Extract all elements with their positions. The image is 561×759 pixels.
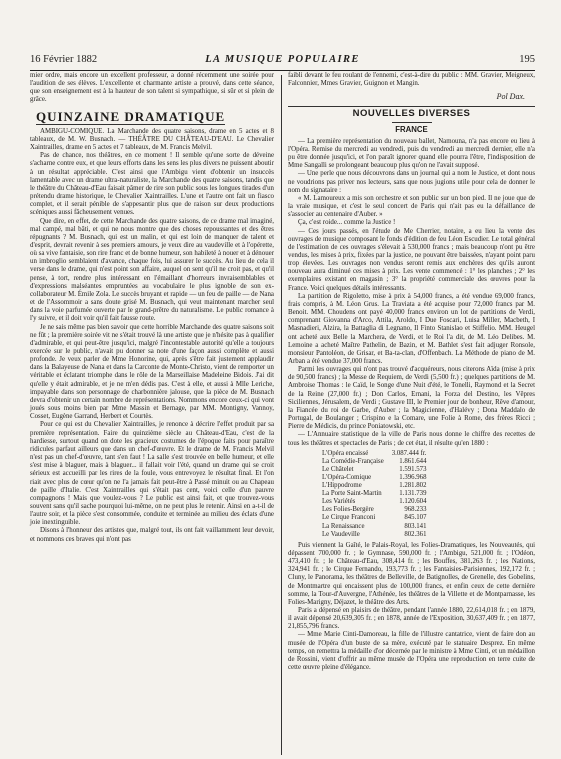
theatre-name: Les Folies-Bergère [322, 506, 374, 514]
news-paragraph: — L'Annuaire statistique de la ville de Paris nous donne le chiffre des recettes de tous les théâtres et spectacles de Paris ; de cet état, il résulte qu'en 1880 : [288, 431, 535, 447]
header-rule [30, 70, 535, 71]
article-paragraph: Je ne sais même pas bien savoir que cette horrible Marchande des quatre saisons soit ne fût ; la première soirée vit ne s'était trouvé là une artiste que je n'hésite pas à qualifier d'admirable, et qui peut-être jusqu'ici, malgré l'incontestable autorité qu'elle a toujours exercée sur le public, n'avait pu donner sa note d'une façon aussi complète et aussi profonde. Je veux parler de Mme Honorine, qui, après s'être fait justement applaudir dans la Balayeuse de Nana et dans la Carconte de Monte-Christo, vient de remporter un véritable et éclatant triomphe dans le rôle de la Marseillaise Madeleine Bidois. J'ai dit qu'elle y était admirable, et je ne m'en dédis pas. C'est à elle, et aussi à Mlle Leriche, impayable dans son personnage de charbonnière jalouse, que la pièce de M. Busnach devra d'obtenir un certain nombre de représentations. Nommons encore ceux-ci qui vont joués sous moins bien par Mme Massin et Bernage, par MM. Montigny, Vannoy, Cosset, Eugène Garrand, Herbert et Courtès. [30, 323, 274, 421]
theatre-name: Le Châtelet [322, 465, 354, 473]
receipt-amount: 3.087.444 fr. [391, 449, 427, 457]
news-paragraph: Parmi les ouvrages qui n'ont pas trouvé d'acquéreurs, nous citerons Aïda (mise à prix de 90,500 francs) ; la Messe de Requiem, de Verdi (5,500 fr.) ; quelques partitions de M. Ambroise Thomas : le Caïd, le Songe d'une Nuit d'été, le Tonelli, Raymond et la Secret de la Reine (27,000 fr.) ; Don Carlos, Ernani, la Forza del Destino, les Vêpres Siciliennes, Jérusalem, de Verdi ; Gustave III, le Premier jour de bonheur, Rêve d'amour, la Fiancée du roi de Garbe, d'Auber ; la Magicienne, d'Halévy ; Dona Maddalo de Portugal, de Boulanger ; Crispino e la Comare, une Folie à Rome, des frères Ricci ; Pierre de Médicis, du prince Poniatowski, etc. [288, 366, 535, 431]
article-paragraph: Que dire, en effet, de cette Marchande des quatre saisons, de ce drame mal imaginé, mal campé, mal bâti, et qui ne nous montre que des choses repoussantes et des êtres répugnants ? M. Busnach, qui est un malin, et qui est loin de manquer de talent et d'esprit, devrait revenir à ses premiers amours, je veux dire au vaudeville et à l'opérette, où sa vive fantaisie, son rire franc et de bonne humeur, son habileté à nouer et à dénouer un imbroglio semblaient d'avance, chaque fois, lui assurer le succès. Au lieu de cela il verse dans le drame, qui n'est point son affaire, auquel on sent qu'il ne croit pas, et qu'il pense, à tort, rendre plus intéressant en l'émaillant d'horreurs invraisemblables et d'expressions malséantes empruntées au vocabulaire le plus ignoble de son ex-collaborateur M. Émile Zola. Le succès bruyant et rapide — un feu de paille — de Nana et de l'Assommoir a sans doute grisé M. Busnach, qui veut maintenant marcher seul dans la voie parfumée ouverte par le grand-prêtre du naturalisme. Le public romance à l'y suivre, et il doit voir qu'il fait fausse route. [30, 217, 274, 323]
receipt-amount: 1.861.644 [399, 457, 427, 465]
title-rule [392, 122, 432, 123]
section-title-nouvelles: NOUVELLES DIVERSES [352, 108, 471, 120]
receipt-amount: 1.281.802 [399, 482, 427, 490]
receipt-row [322, 498, 426, 506]
receipt-row [322, 458, 426, 466]
article-paragraph: Pour ce qui est du Chevalier Xaintrailles, je renonce à décrire l'effet produit par sa première représentation. Faire du quinzième siècle au Château-d'Eau, c'est de la hardiesse, surtout quand on dote les gracieux costumes de l'époque faits pour paraître ridicules parfaut ailleurs que dans un chef-d'œuvre. Et le drame de M. Francis Melvil n'est pas un chef-d'œuvre, tant s'en faut ! La salle s'est trouvée en belle humeur, et elle s'est mise à blaguer, mais à blaguer... il fallait voir l'été, quand un drame qui se croit sérieux est accueilli par les rires de la foule, vous entrevoyez le résultat final. Et l'on riait avec plus de cœur qu'on ne l'a jamais fait peut-être à Passé minuit ou au Chapeau de paille d'Italie. C'est Xaintrailles qui s'était pas cent, voici celle d'un pauvre compagnons ! Mais que voulez-vous ? Le public est ainsi fait, et que trouvez-vous souvent sans qu'il sache pourquoi lui-même, on ne peut plus le retenir. Ainsi en a-t-il de l'autre soir, et la pièce s'est consommée, conduite et terminée au milieu des éclats d'une joie inextinguible. [30, 421, 274, 527]
theatre-name: La Comédie-Française [322, 457, 384, 465]
section-title-quinzaine: QUINZAINE DRAMATIQUE [36, 108, 226, 124]
theatre-name: La Renaissance [322, 522, 365, 530]
header-date: 16 Février 1882 [30, 54, 98, 65]
receipt-row [322, 474, 426, 482]
receipt-row [322, 490, 426, 498]
receipt-row [322, 531, 426, 539]
receipt-amount: 1.396.968 [399, 474, 427, 481]
receipts-table [322, 450, 426, 539]
receipt-amount: 1.131.739 [399, 490, 427, 498]
page-number: 195 [519, 54, 535, 65]
receipt-amount: 1.120.604 [399, 498, 427, 506]
news-quote: « M. Lamoureux a mis son orchestre et son public sur un bon pied. Il ne joue que de la vraie musique, et c'est le seul concert de Paris qui n'ait pas eu la défaillance de s'associer au centenaire d'Auber. » [288, 194, 535, 219]
receipt-amount: 803.141 [404, 522, 427, 530]
news-paragraph: Ça, c'est roide... comme la Justice ! [298, 219, 396, 227]
section-rule [288, 106, 535, 107]
receipt-row [322, 523, 426, 531]
theatre-name: L'Opéra-Comique [322, 474, 372, 481]
column-divider [281, 75, 282, 755]
signature: Pol Dax. [496, 92, 525, 102]
receipt-row [322, 506, 426, 514]
news-paragraph: La partition de Rigoletto, mise à prix à 54,000 francs, a été vendue 69,000 francs, frais compris, à M. Léon Grus. La Traviata a été acquise pour 72,000 francs par M. Benoit. MM. Choudens ont payé 40,000 francs environ un lot de partitions de Verdi, comprenant Giovanna d'Arco, Attila, Aroldo, I Due Foscari, Luisa Miller, Macbeth, I Masnadieri, Alzira, la Battaglia di Legnano, Il Finto Stanislao et Stiffelio. MM. Heugel ont acheté aux Belle la Marchera, de Verdi, et le Roi l'a dit, de M. Léo Delibes. M. Lemoine a acheté Maître Pathelin, de Bazin, et M. Bathlet s'est fait adjuger Ronsole, monsieur Pantoléon, de Grisar, et Ba-ta-clan, d'Offenbach. La Méthode de piano de M. Arban a été vendue 37,000 francs. [288, 292, 535, 365]
receipt-amount: 1.591.573 [399, 465, 427, 473]
news-paragraph: Puis viennent la Gaîté, le Palais-Royal, les Folies-Dramatiques, les Nouveautés, qui dépassent 700,000 fr. ; le Gymnase, 590,000 fr. ; l'Ambigu, 521,000 fr. ; l'Odéon, 473,410 fr. ; le Château-d'Eau, 308,414 fr. ; les Bouffes, 381,263 fr. ; les Nations, 324,941 fr. ; le Cirque Fernando, 193,773 fr. ; les Fantaisies-Parisiennes, 192,172 fr. ; Cluny, le Panorama, les théâtres de Belleville, de Batignolles, de Grenelle, des Gobelins, de Montmartre qui encaissent plus de 100,000 francs, et enfin ceux de cette dernière somme, la Tour-d'Auvergne, l'Athénée, les théâtres de la Villette et de Montparnasse, les Folies-Marigny, Déjazet, le théâtre des Arts. [288, 541, 535, 606]
receipt-row [322, 482, 426, 490]
news-paragraph: — La première représentation du nouveau ballet, Namouna, n'a pas encore eu lieu à l'Opéra. Remise du mercredi au vendredi, puis du vendredi au mercredi dernier, elle n'a pu être donnée jusqu'ici, et l'on paraît ignorer quand elle pourra l'être, l'indisposition de Mme Sangalli se prolongeant beaucoup plus qu'on ne l'avait supposé. [288, 137, 535, 170]
receipt-amount: 845.107 [404, 514, 427, 522]
receipt-amount: 802.361 [404, 530, 427, 538]
subsection-france: FRANCE [395, 124, 428, 134]
left-column [30, 72, 274, 544]
news-paragraph: — Une perle que nous découvrons dans un journal qui a nom le Justice, et dont nous ne voudrions pas priver nos lecteurs, sans que nous jugions utile pour cela de donner le nom du signataire : [288, 170, 535, 194]
receipt-row [322, 514, 426, 522]
news-paragraph: — Ces jours passés, en l'étude de Me Cherrier, notaire, a eu lieu la vente des ouvrages de musique composant le fonds d'édition de feu Léon Escudier. Le total général de l'estimation de ces ouvrages s'élevait à 530,000 francs ; mais beaucoup n'ont pu être vendus, les mises à prix, fixées par la justice, ne pouvant être baissées, n'ayant point paru trop élevées. Les ouvrages non vendus seront remis aux enchères des qu'ils auront nouveau aura diminué ces mises à prix. Les vente commencé : 1° les planches ; 2° les exemplaires existant en magasin ; 3° la propriété commerciale des œuvres pour la France. Voici quelques détails intéressants. [288, 227, 535, 292]
intro-paragraph: mier ordre, mais encore un excellent professeur, a donné récemment une soirée pour l'audition de ses élèves. L'excellente et charmante artiste a prouvé, dans cette séance, que son enseignement est à la hauteur de son talent si sympathique, si sûr et si plein de grâce. [30, 72, 274, 104]
theatre-name: Le Vaudeville [322, 530, 360, 538]
theatre-name: Le Cirque Franconi [322, 514, 376, 522]
theatre-name: L'Opéra encaissé [322, 449, 369, 457]
theatre-name: Les Variétés [322, 498, 356, 506]
right-column [288, 72, 535, 672]
header-title: LA MUSIQUE POPULAIRE [205, 54, 360, 65]
receipt-row [322, 450, 426, 458]
theatre-name: La Porte Saint-Martin [322, 490, 382, 498]
continued-paragraph: faibli devant le feu roulant de l'ennemi, c'est-à-dire du public : MM. Gravier, Meigneux, Falconnier, Mmes Gravier, Guignon et Mangin. [288, 72, 535, 88]
article-paragraph: Disons à l'honneur des artistes que, malgré tout, ils ont fait vaillamment leur devoir, et nommons ces braves qui n'ont pas [30, 527, 274, 543]
programme-paragraph: AMBIGU-COMIQUE. La Marchande des quatre saisons, drame en 5 actes et 8 tableaux, de M. W. Busnach. — THÉÂTRE DU CHÂTEAU-D'EAU. Le Chevalier Xaintrailles, drame en 5 actes et 7 tableaux, de M. Francis Melvil. [30, 127, 274, 152]
news-paragraph: Paris a dépensé en plaisirs de théâtre, pendant l'année 1880, 22,614,018 fr. ; en 1879, il avait dépensé 20,639,305 fr. ; en 1878, année de l'Exposition, 30,637,409 fr. ; en 1877, 21,855,796 francs. [288, 607, 535, 631]
receipt-row [322, 466, 426, 474]
page-header [30, 53, 535, 67]
theatre-name: L'Hippodrome [322, 482, 362, 490]
receipt-amount: 968.233 [404, 506, 427, 514]
news-paragraph: — Mme Marie Cinti-Damoreau, la fille de l'illustre cantatrice, vient de faire don au musée de l'Opéra d'un buste de sa mère, exécuté par le statuaire Desprez. En même temps, on remettra la médaille d'or décernée par le ministre à Mme Cinti, et un médaillon de Rossini, vient d'offrir au même musée de l'Opéra une reproduction en terre cuite de cette œuvre pleine d'élégance. [288, 631, 535, 672]
article-paragraph: Pas de chance, nos théâtres, en ce moment ! Il semble qu'une sorte de déveine s'acharne contre eux, et que leurs efforts dans les sens les plus divers ne puissent aboutir à un résultat appréciable. C'est ainsi que l'Ambigu vient d'obtenir un insuccès lamentable avec un drame ultra-naturaliste, la Marchande des quatre saisons, tandis que le théâtre du Château-d'Eau faisait pâmer de rire son public sous les longues tirades d'un prétendu drame historique, le Chevalier Xaintrailles. L'une et l'autre ont fait un fiasco complet, et il serait pénible de s'appesantir plus que de raison sur deux productions scéniques aussi fâcheusement venues. [30, 152, 274, 217]
